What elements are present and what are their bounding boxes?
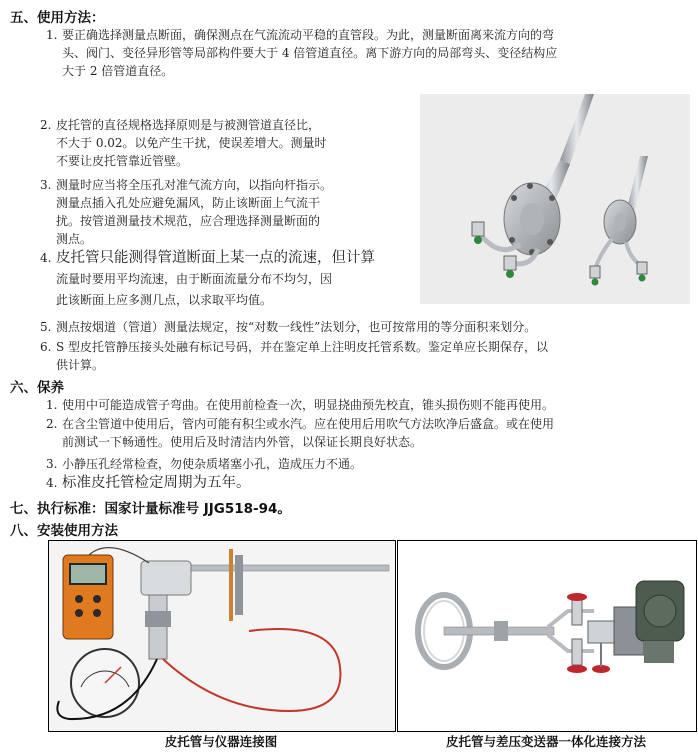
- transmitter-connection-illustration: [398, 541, 696, 731]
- transmitter-connection-photo: [397, 540, 697, 732]
- s6-item-1: 1. 使用中可能造成管子弯曲。在使用前检查一次，明显挠曲预先校直，锥头损伤则不能再使用。: [46, 398, 555, 412]
- instrument-connection-photo: [48, 540, 396, 732]
- s6-item-2: 2. 在含尘管道中使用后，管内可能有积尘或水汽。应在使用后用吹气方法吹净后盛盒。或在使用 前测试一下畅通性。使用后及时清洁内外管，以保证长期良好状态。: [46, 417, 555, 449]
- s5-item-3: 3. 测量时应当将全压孔对准气流方向，以指向杆指示。 测量点插入孔处应避免漏风，防止该断面上气流干 扰。按管道测量技术规范，应合理选择测量断面的 测点。: [40, 178, 333, 246]
- section-7-heading: 七、执行标准：国家计量标准号 JJG518-94。: [10, 501, 291, 517]
- s5-item-4: 4. 皮托管只能测得管道断面上某一点的流速，但计算 流量时要用平均流速，由于断面流量分布不均匀，因 此该断面上应多测几点，以求取平均值。: [40, 250, 375, 307]
- instrument-connection-illustration: [49, 541, 395, 731]
- pitot-tube-product-photo: [420, 94, 690, 304]
- s5-item-6: 6. S 型皮托管静压接头处融有标记号码，并在鉴定单上注明皮托管系数。鉴定单应长期保存，以 供计算。: [40, 340, 549, 372]
- s5-item-2: 2. 皮托管的直径规格选择原则是与被测管道直径比， 不大于 0.02。以免产生干扰，使误差增大。测量时 不要让皮托管靠近管壁。: [40, 118, 327, 168]
- s6-item-4: 4. 标准皮托管检定周期为五年。: [46, 475, 251, 491]
- caption-instrument-connection: 皮托管与仪器连接图: [164, 734, 278, 749]
- s5-item-5: 5. 测点按烟道（管道）测量法规定，按“对数一线性”法划分，也可按常用的等分面积来划分。: [40, 320, 537, 334]
- section-5-heading: 五、使用方法：: [10, 10, 105, 26]
- caption-transmitter-connection: 皮托管与差压变送器一体化连接方法: [445, 734, 646, 749]
- s5-item-1: 1. 要正确选择测量点断面，确保测点在气流流动平稳的直管段。为此，测量断面离来流方向的弯 头、阀门、变径异形管等局部构件要大于 4 倍管道直径。离下游方向的局部弯头、变径结构应 大于 2 倍管道直径。: [46, 28, 558, 78]
- pitot-tube-illustration: [420, 94, 690, 304]
- s6-item-3: 3. 小静压孔经常检查，勿使杂质堵塞小孔，造成压力不通。: [46, 457, 363, 471]
- section-8-heading: 八、安装使用方法: [10, 523, 118, 539]
- section-6-heading: 六、保养: [10, 380, 64, 396]
